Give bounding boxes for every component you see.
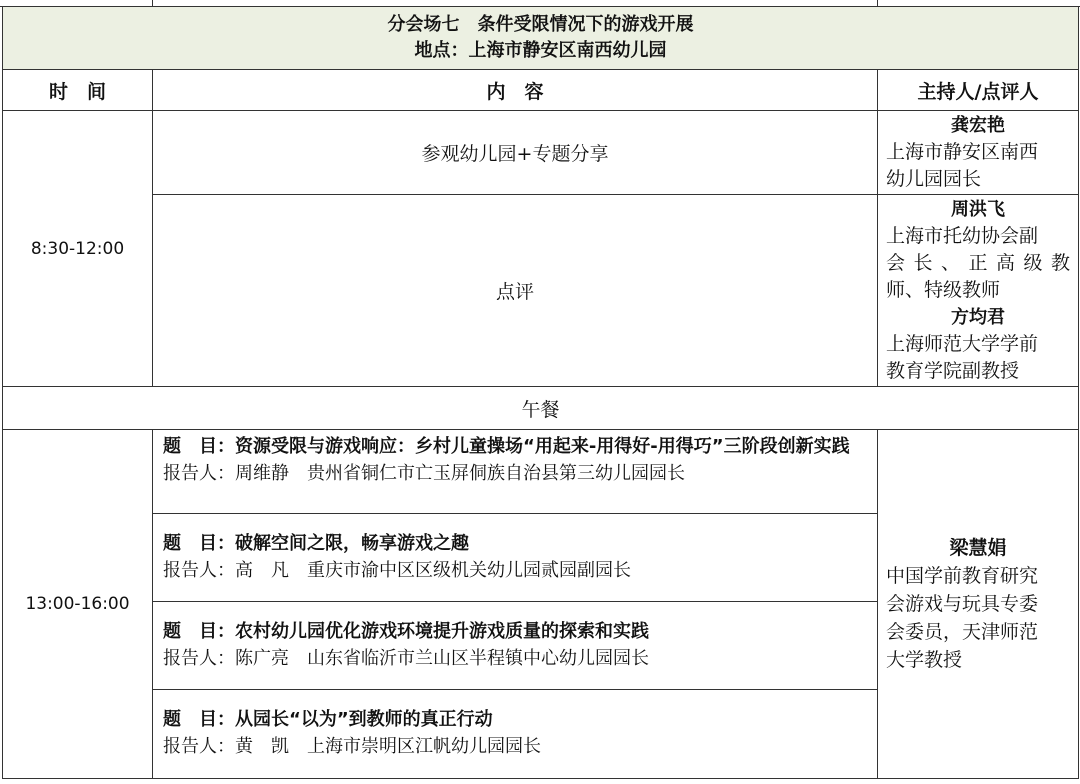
session-header	[3, 7, 1079, 70]
host-title-line: 幼儿园园长	[886, 168, 982, 190]
host-name: 周洪飞	[951, 199, 1005, 220]
talk-reporter: 报告人：陈广亮 山东省临沂市兰山区半程镇中心幼儿园园长	[163, 648, 649, 669]
talk-title: 题 目：破解空间之限，畅享游戏之趣	[163, 533, 469, 554]
morning-row-review	[3, 195, 1079, 387]
lunch-row	[3, 387, 1079, 430]
talk-cell	[153, 602, 878, 690]
talk-cell	[153, 514, 878, 602]
host-title-line: 中国学前教育研究	[886, 565, 1039, 587]
host-title-line: 师、特级教师	[886, 279, 1001, 301]
talk-reporter: 报告人：高 凡 重庆市渝中区区级机关幼儿园贰园副园长	[163, 560, 631, 581]
schedule-table	[2, 6, 1079, 779]
host-title-line: 大学教授	[886, 649, 963, 671]
talk-row	[3, 430, 1079, 514]
column-host: 主持人/点评人	[878, 70, 1079, 111]
talk-reporter: 报告人：黄 凯 上海市崇明区江帆幼儿园园长	[163, 736, 541, 757]
morning-visit: 参观幼儿园+专题分享	[153, 111, 878, 195]
talk-cell	[153, 430, 878, 514]
afternoon-host-cell	[878, 430, 1079, 779]
host-title-line: 会委员，天津师范	[886, 621, 1039, 643]
talk-title: 题 目：农村幼儿园优化游戏环境提升游戏质量的探索和实践	[163, 621, 649, 642]
lunch-label: 午餐	[3, 387, 1079, 430]
host-cell-1	[878, 111, 1079, 195]
session-location: 地点：上海市静安区南西幼儿园	[414, 40, 667, 61]
host-title-line: 上海师范大学学前	[886, 333, 1039, 355]
host-title-line: 会游戏与玩具专委	[886, 593, 1039, 615]
host-name: 龚宏艳	[951, 115, 1005, 136]
column-time: 时 间	[3, 70, 153, 111]
host-title-line: 上海市静安区南西	[886, 141, 1039, 163]
morning-time: 8:30-12:00	[3, 111, 153, 387]
session-header-row	[3, 7, 1079, 70]
talk-title: 题 目：从园长“以为”到教师的真正行动	[163, 709, 493, 730]
host-title-line: 教育学院副教授	[886, 360, 1020, 382]
morning-review: 点评	[153, 195, 878, 387]
session-title: 分会场七 条件受限情况下的游戏开展	[387, 14, 694, 35]
talk-reporter: 报告人：周维静 贵州省铜仁市亡玉屏侗族自治县第三幼儿园园长	[163, 463, 685, 484]
morning-row-visit	[3, 111, 1079, 195]
column-content: 内 容	[153, 70, 878, 111]
host-cell-2	[878, 195, 1079, 387]
host-name: 梁慧娟	[949, 537, 1007, 559]
column-header-row	[3, 70, 1079, 111]
host-title-line: 上海市托幼协会副	[886, 225, 1039, 247]
afternoon-time: 13:00-16:00	[3, 430, 153, 779]
talk-title: 题 目：资源受限与游戏响应：乡村儿童操场“用起来-用得好-用得巧”三阶段创新实践	[163, 436, 850, 457]
host-title-line: 会长、正高级教	[886, 252, 1071, 274]
talk-cell	[153, 690, 878, 779]
host-name: 方均君	[951, 307, 1005, 328]
